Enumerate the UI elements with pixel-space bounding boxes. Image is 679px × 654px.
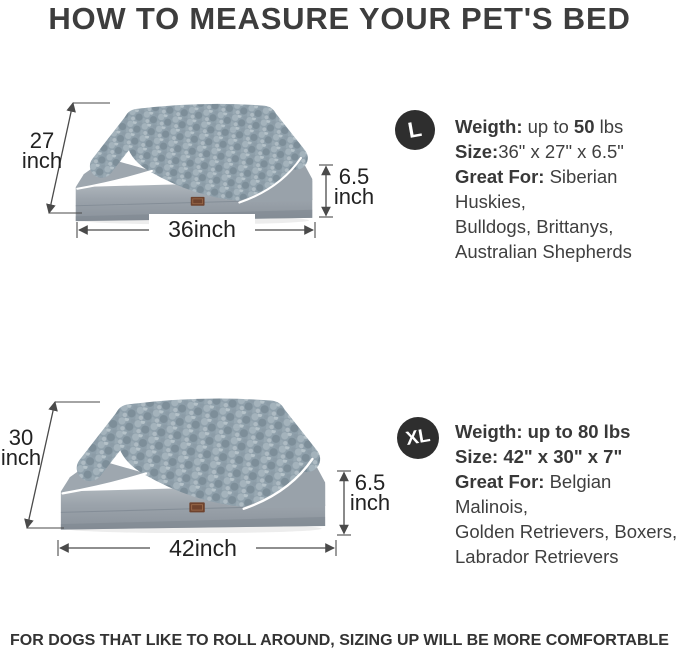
depth-value: 27 — [29, 128, 55, 153]
weight-line: Weigth: up to 80 lbs — [455, 421, 631, 442]
depth-dimension-label-l — [14, 128, 70, 173]
weight-line: Weigth: up to 50 lbs — [455, 116, 624, 137]
greatfor-line3: Australian Shepherds — [455, 241, 632, 262]
footer-note: FOR DOGS THAT LIKE TO ROLL AROUND, SIZING UP WILL BE MORE COMFORTABLE — [10, 632, 669, 649]
greatfor-line1: Great For: Belgian Malinois, — [455, 471, 612, 517]
size-xl-description — [455, 419, 679, 569]
greatfor-line2: Bulldogs, Brittanys, — [455, 216, 614, 237]
height-dimension-label-l — [330, 164, 378, 209]
height-value: 6.5 — [354, 470, 386, 495]
width-dimension-label-xl: 42inch — [150, 533, 256, 563]
depth-unit: inch — [21, 148, 63, 173]
height-unit: inch — [349, 490, 391, 515]
depth-value: 30 — [8, 425, 34, 450]
size-line: Size:36" x 27" x 6.5" — [455, 141, 624, 162]
height-unit: inch — [333, 184, 375, 209]
greatfor-line3: Labrador Retrievers — [455, 546, 619, 567]
size-l-description — [455, 114, 679, 264]
size-line: Size: 42" x 30" x 7" — [455, 446, 623, 467]
height-value: 6.5 — [338, 164, 370, 189]
page-title: HOW TO MEASURE YOUR PET'S BED — [48, 1, 631, 36]
greatfor-line1: Great For: Siberian Huskies, — [455, 166, 618, 212]
size-badge-l: L — [395, 110, 435, 150]
width-dimension-label-l: 36inch — [149, 214, 255, 244]
depth-dimension-label-xl — [0, 425, 44, 470]
height-dimension-label-xl — [346, 470, 394, 515]
depth-unit: inch — [0, 445, 42, 470]
greatfor-line2: Golden Retrievers, Boxers, — [455, 521, 678, 542]
size-badge-xl: XL — [397, 417, 439, 459]
